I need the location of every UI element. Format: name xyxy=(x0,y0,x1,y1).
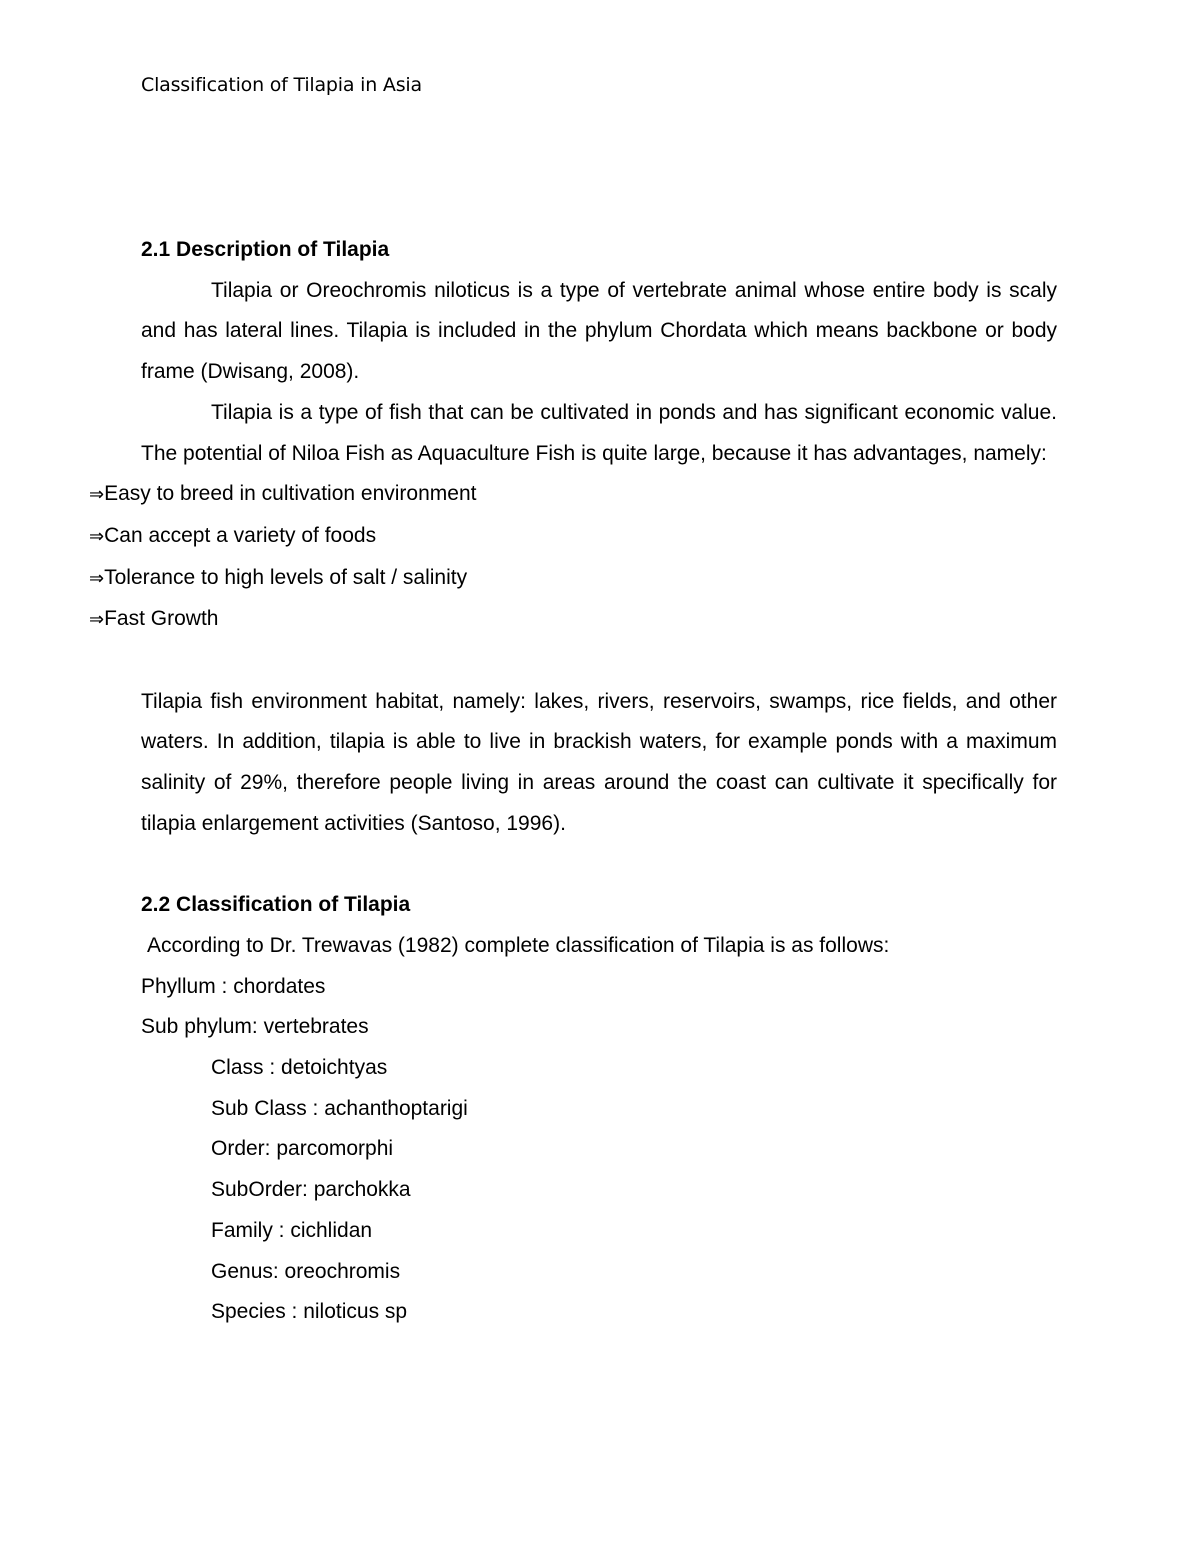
taxonomy-phylum: Phyllum : chordates xyxy=(141,974,326,998)
document-body xyxy=(89,230,1057,1333)
taxonomy-family: Family : cichlidan xyxy=(211,1218,373,1242)
list-item-text: Tolerance to high levels of salt / salinity xyxy=(104,565,468,589)
paragraph-description-1: Tilapia or Oreochromis niloticus is a type of vertebrate animal whose entire body is scaly and has lateral lines. Tilapia is included in the phylum Chordata which means backbone or body frame (Dwisang, 2008). xyxy=(141,278,1057,384)
spacer xyxy=(141,845,1057,886)
page-header: Classification of Tilapia in Asia xyxy=(141,74,422,96)
arrow-icon: ⇒ xyxy=(89,525,105,547)
list-item-text: Can accept a variety of foods xyxy=(104,523,377,547)
taxonomy-subclass: Sub Class : achanthoptarigi xyxy=(211,1096,468,1120)
paragraph-description-2: Tilapia is a type of fish that can be cultivated in ponds and has significant economic value. The potential of Niloa Fish as Aquaculture Fish is quite large, because it has advantages, namely: xyxy=(141,400,1057,465)
classification-intro: According to Dr. Trewavas (1982) complete classification of Tilapia is as follows: xyxy=(147,933,890,957)
list-item xyxy=(89,474,1057,516)
arrow-icon: ⇒ xyxy=(89,609,105,631)
arrow-icon: ⇒ xyxy=(89,484,105,506)
taxonomy-species: Species : niloticus sp xyxy=(211,1300,408,1324)
list-item xyxy=(89,558,1057,600)
taxonomy-subphylum: Sub phylum: vertebrates xyxy=(141,1015,369,1039)
list-item-text: Easy to breed in cultivation environment xyxy=(104,482,477,506)
paragraph-habitat: Tilapia fish environment habitat, namely: lakes, rivers, reservoirs, swamps, rice fields, and other waters. In addition, tilapia is able to live in brackish waters, for example ponds with a maximum salinity of 29%, therefore people living in areas around the coast can cultivate it specifically for tilapia enlargement activities (Santoso, 1996). xyxy=(141,689,1057,835)
section-heading-classification: 2.2 Classification of Tilapia xyxy=(141,893,411,917)
advantages-list xyxy=(89,474,1057,641)
taxonomy-suborder: SubOrder: parchokka xyxy=(211,1178,411,1202)
list-item xyxy=(89,599,1057,641)
section-heading-description: 2.1 Description of Tilapia xyxy=(141,238,390,261)
list-item-text: Fast Growth xyxy=(104,607,219,631)
taxonomy-genus: Genus: oreochromis xyxy=(211,1259,401,1283)
taxonomy-class: Class : detoichtyas xyxy=(211,1056,388,1080)
list-item xyxy=(89,516,1057,558)
taxonomy-order: Order: parcomorphi xyxy=(211,1137,394,1161)
spacer xyxy=(141,641,1057,682)
arrow-icon: ⇒ xyxy=(89,567,105,589)
